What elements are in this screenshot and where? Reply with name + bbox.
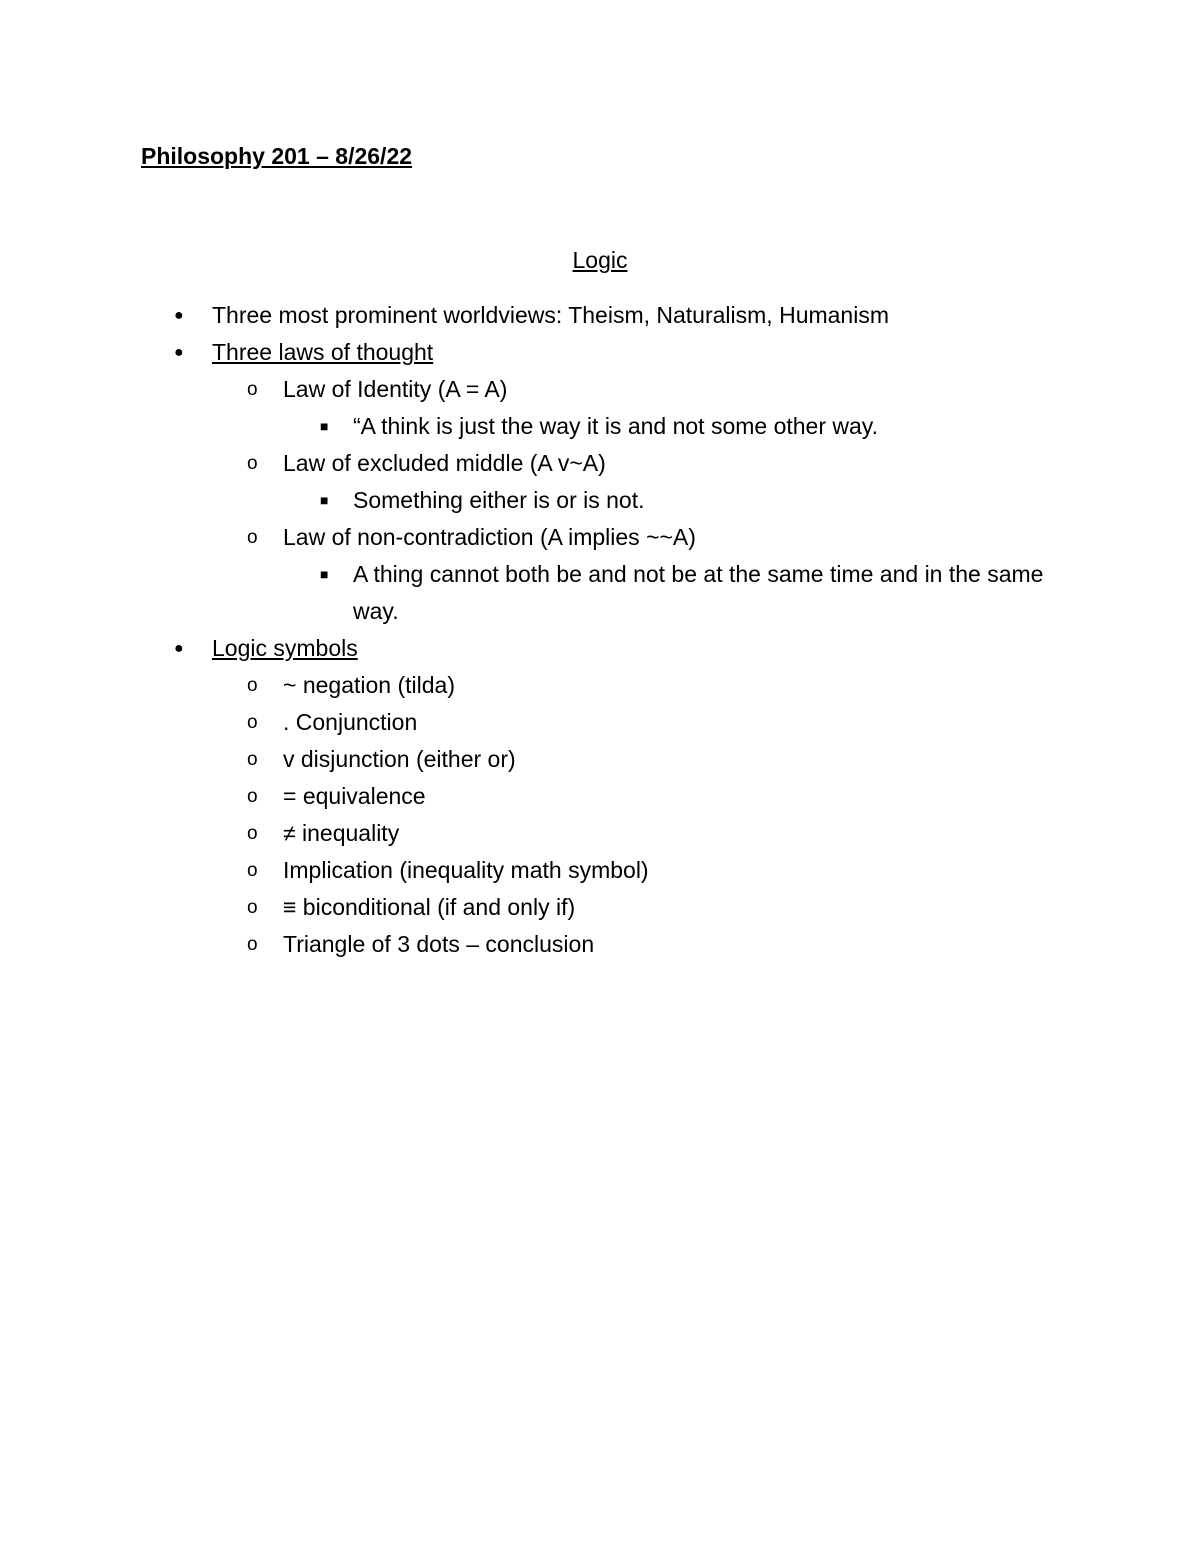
list-item-text: Law of excluded middle (A v~A)	[283, 450, 606, 476]
notes-list	[0, 297, 1200, 963]
list-item-text: Three laws of thought	[212, 339, 434, 365]
list-item-symbol-conclusion	[0, 926, 1200, 963]
circle-bullet-icon: o	[247, 453, 258, 474]
bullet-icon: ●	[174, 307, 184, 324]
list-item-symbol-biconditional	[0, 889, 1200, 926]
list-item-symbol-equivalence	[0, 778, 1200, 815]
list-item-text: ≡ biconditional (if and only if)	[283, 894, 576, 920]
square-bullet-icon: ■	[320, 492, 329, 508]
circle-bullet-icon: o	[247, 675, 258, 696]
list-item-text: Something either is or is not.	[353, 487, 645, 513]
list-item-text: A thing cannot both be and not be at the same time and in the same way.	[353, 561, 1044, 624]
circle-bullet-icon: o	[247, 823, 258, 844]
square-bullet-icon: ■	[320, 566, 329, 582]
list-item-text: ~ negation (tilda)	[283, 672, 455, 698]
list-item-law-excluded-middle	[0, 445, 1200, 482]
list-item-text: ≠ inequality	[283, 820, 400, 846]
list-item-law-non-contradiction	[0, 519, 1200, 556]
list-item-text: v disjunction (either or)	[283, 746, 516, 772]
circle-bullet-icon: o	[247, 379, 258, 400]
list-item-text: Law of Identity (A = A)	[283, 376, 508, 402]
list-item-text: Logic symbols	[212, 635, 358, 661]
list-item-laws-heading	[0, 334, 1200, 371]
list-item-text: = equivalence	[283, 783, 426, 809]
circle-bullet-icon: o	[247, 712, 258, 733]
circle-bullet-icon: o	[247, 897, 258, 918]
bullet-icon: ●	[174, 344, 184, 361]
circle-bullet-icon: o	[247, 786, 258, 807]
list-item-text: Implication (inequality math symbol)	[283, 857, 649, 883]
document-title: Philosophy 201 – 8/26/22	[141, 143, 413, 169]
list-item-symbol-inequality	[0, 815, 1200, 852]
circle-bullet-icon: o	[247, 860, 258, 881]
list-item-symbol-negation	[0, 667, 1200, 704]
circle-bullet-icon: o	[247, 934, 258, 955]
circle-bullet-icon: o	[247, 749, 258, 770]
list-item-symbol-disjunction	[0, 741, 1200, 778]
list-item-law-non-contradiction-detail	[0, 556, 1073, 630]
list-item-text: Law of non-contradiction (A implies ~~A)	[283, 524, 696, 550]
list-item-law-identity	[0, 371, 1200, 408]
section-heading-logic: Logic	[572, 247, 628, 273]
list-item-law-excluded-middle-detail	[0, 482, 1073, 519]
list-item-symbol-implication	[0, 852, 1200, 889]
circle-bullet-icon: o	[247, 527, 258, 548]
bullet-icon: ●	[174, 640, 184, 657]
list-item-text: “A think is just the way it is and not some other way.	[353, 413, 878, 439]
list-item-law-identity-detail	[0, 408, 1073, 445]
list-item-symbols-heading	[0, 630, 1200, 667]
square-bullet-icon: ■	[320, 418, 329, 434]
list-item-symbol-conjunction	[0, 704, 1200, 741]
list-item-text: Three most prominent worldviews: Theism, Naturalism, Humanism	[212, 302, 889, 328]
list-item-text: Triangle of 3 dots – conclusion	[283, 931, 595, 957]
list-item-worldviews	[0, 297, 1200, 334]
list-item-text: . Conjunction	[283, 709, 418, 735]
